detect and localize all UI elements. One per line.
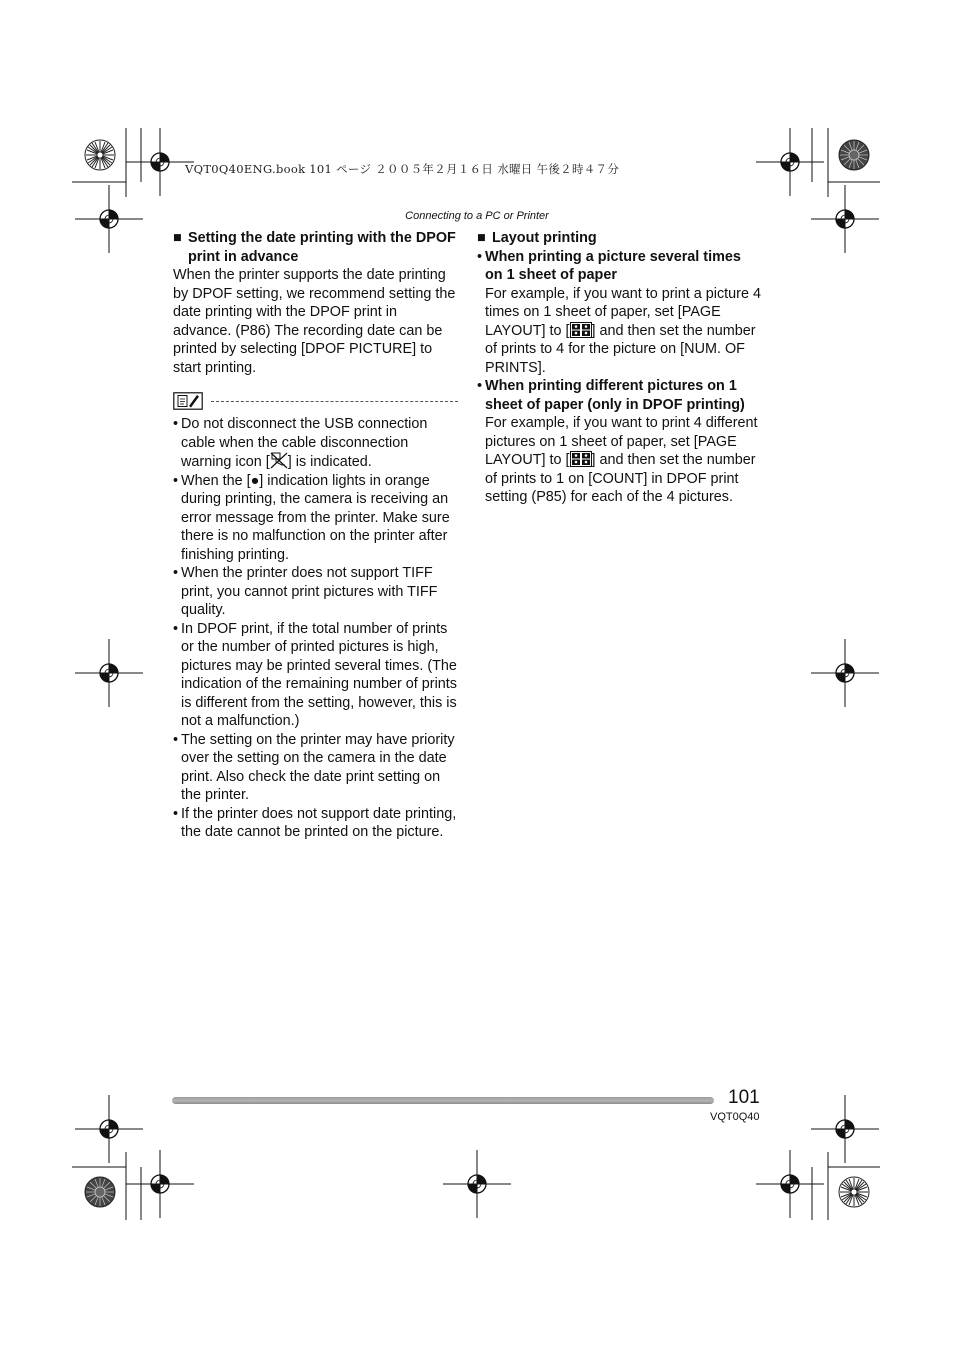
square-bullet: ■	[477, 230, 486, 246]
page-number: 101	[728, 1087, 760, 1108]
left-column	[173, 229, 458, 842]
note-divider	[173, 391, 458, 411]
item-title: When printing a picture several times on 1 sheet of paper	[485, 248, 741, 283]
note-bullet-list	[173, 415, 458, 842]
date-printing-paragraph: When the printer supports the date printing by DPOF setting, we recommend setting the date printing with the DPOF print in advance. (P86) The recording date can be printed by selecting [DPOF PICTURE] to start printing.	[173, 267, 456, 376]
heading-text: Setting the date printing with the DPOF print in advance	[188, 230, 456, 265]
list-item: • Do not disconnect the USB connection cable when the cable disconnection warning icon [ ] is indicated.	[173, 416, 428, 470]
list-item: • The setting on the printer may have priority over the setting on the camera in the date print. Also check the date print setting on the printer.	[173, 731, 455, 803]
section-heading-date-printing	[173, 229, 458, 266]
orange-indicator-icon: ●	[250, 472, 260, 489]
note-pencil-icon	[173, 392, 203, 410]
right-column	[477, 229, 762, 507]
heading-text: Layout printing	[492, 230, 597, 246]
list-item: • When printing a picture several times on 1 sheet of paper For example, if you want to print a picture 4 times on 1 sheet of paper, set [PAGE LAYOUT] to [ ] and then set the number of prints to 4 for the picture on [NUM. OF PRINTS].	[477, 248, 761, 376]
four-picture-layout-icon	[570, 451, 592, 467]
model-code: VQT0Q40	[710, 1111, 760, 1123]
list-item: • When the [●] indication lights in orange during printing, the camera is receiving an error message from the printer. Make sure there is no malfunction on the printer after finishing printing.	[173, 472, 450, 563]
square-bullet: ■	[173, 230, 182, 246]
list-item: • If the printer does not support date printing, the date cannot be printed on the picture.	[173, 805, 457, 840]
section-heading-layout-printing	[477, 229, 762, 248]
print-job-info: VQT0Q40ENG.book 101 ページ ２００５年２月１６日 水曜日 午後２時４７分	[185, 162, 620, 176]
list-item: • In DPOF print, if the total number of prints or the number of printed pictures is high, pictures may be printed several times. (The indication of the remaining number of prints is different from the setting, however, this is not a malfunction.)	[173, 620, 457, 729]
footer-bar	[172, 1097, 714, 1104]
dashed-separator	[211, 401, 458, 402]
page-header: Connecting to a PC or Printer	[405, 210, 549, 222]
list-item: • When the printer does not support TIFF print, you cannot print pictures with TIFF quality.	[173, 565, 438, 618]
four-picture-layout-icon	[570, 322, 592, 338]
layout-printing-list	[477, 248, 762, 507]
item-title: When printing different pictures on 1 sheet of paper (only in DPOF printing)	[485, 378, 745, 413]
list-item: • When printing different pictures on 1 sheet of paper (only in DPOF printing) For example, if you want to print 4 different pictures on 1 sheet of paper, set [PAGE LAYOUT] to [ ] and then set the number of prints to 1 on [COUNT] in DPOF print setting (P85) for each of the 4 pictures.	[477, 378, 758, 505]
cable-disconnection-warning-icon	[270, 452, 288, 469]
